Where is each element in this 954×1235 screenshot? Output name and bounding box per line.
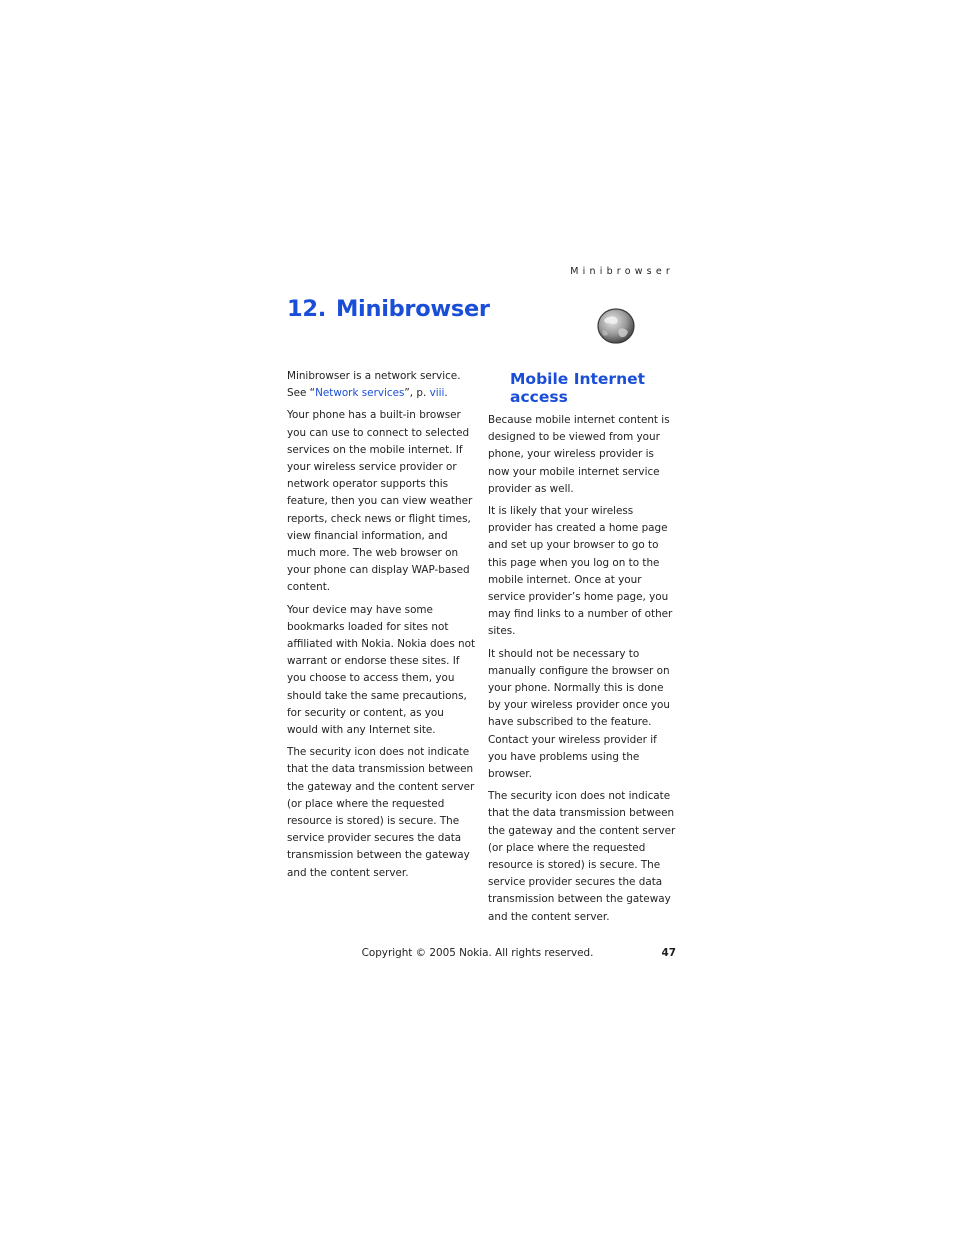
intro-line: Minibrowser is a network service.: [287, 370, 461, 382]
page-number: 47: [661, 947, 676, 959]
left-column: [287, 368, 477, 887]
period: .: [444, 387, 448, 400]
page-viii-link[interactable]: viii: [429, 387, 445, 400]
running-header: Minibrowser: [570, 266, 674, 277]
body-paragraph: Because mobile internet content is designed to be viewed from your phone, your wireless provider is now your mobile internet service provider as well.: [488, 414, 670, 495]
body-paragraph: Your phone has a built-in browser you can use to connect to selected services on the mobile internet. If your wireless service provider or network operator supports this feature, then you can view weather reports, check news or flight times, view financial information, and much more. The web browser on your phone can display WAP-based content.: [287, 409, 473, 594]
globe-icon: [595, 307, 637, 345]
right-column: [488, 412, 678, 931]
see-text: See “: [287, 387, 316, 400]
body-paragraph: Your device may have some bookmarks loaded for sites not affiliated with Nokia. Nokia does not warrant or endorse these sites. If you choose to access them, you should take the same precautions, for security or content, as you would with any Internet site.: [287, 603, 476, 737]
chapter-number: 12.: [287, 296, 326, 322]
page-ref-text: ”, p.: [404, 387, 430, 400]
footer-copyright: Copyright © 2005 Nokia. All rights reserved.: [361, 947, 594, 959]
network-services-link[interactable]: Network services: [315, 387, 405, 400]
body-paragraph: The security icon does not indicate that the data transmission between the gateway and the content server (or place where the requested resource is stored) is secure. The service provider secures the data transmission between the gateway and the content server.: [287, 746, 475, 879]
chapter-title-text: Minibrowser: [335, 296, 490, 322]
intro-paragraph: [287, 368, 477, 402]
body-paragraph: It is likely that your wireless provider has created a home page and set up your browser to go to this page when you log on to the mobile internet. Once at your service provider’s home page, you may find links to a number of other sites.: [488, 505, 673, 638]
section-heading: Mobile Internet access: [510, 370, 646, 406]
chapter-title: [287, 296, 490, 322]
body-paragraph: It should not be necessary to manually configure the browser on your phone. Normally this is done by your wireless provider once you have subscribed to the feature. Contact your wireless provider if you have problems using the browser.: [488, 647, 670, 781]
body-paragraph: The security icon does not indicate that the data transmission between the gateway and the content server (or place where the requested resource is stored) is secure. The service provider secures the data transmission between the gateway and the content server.: [488, 790, 676, 923]
